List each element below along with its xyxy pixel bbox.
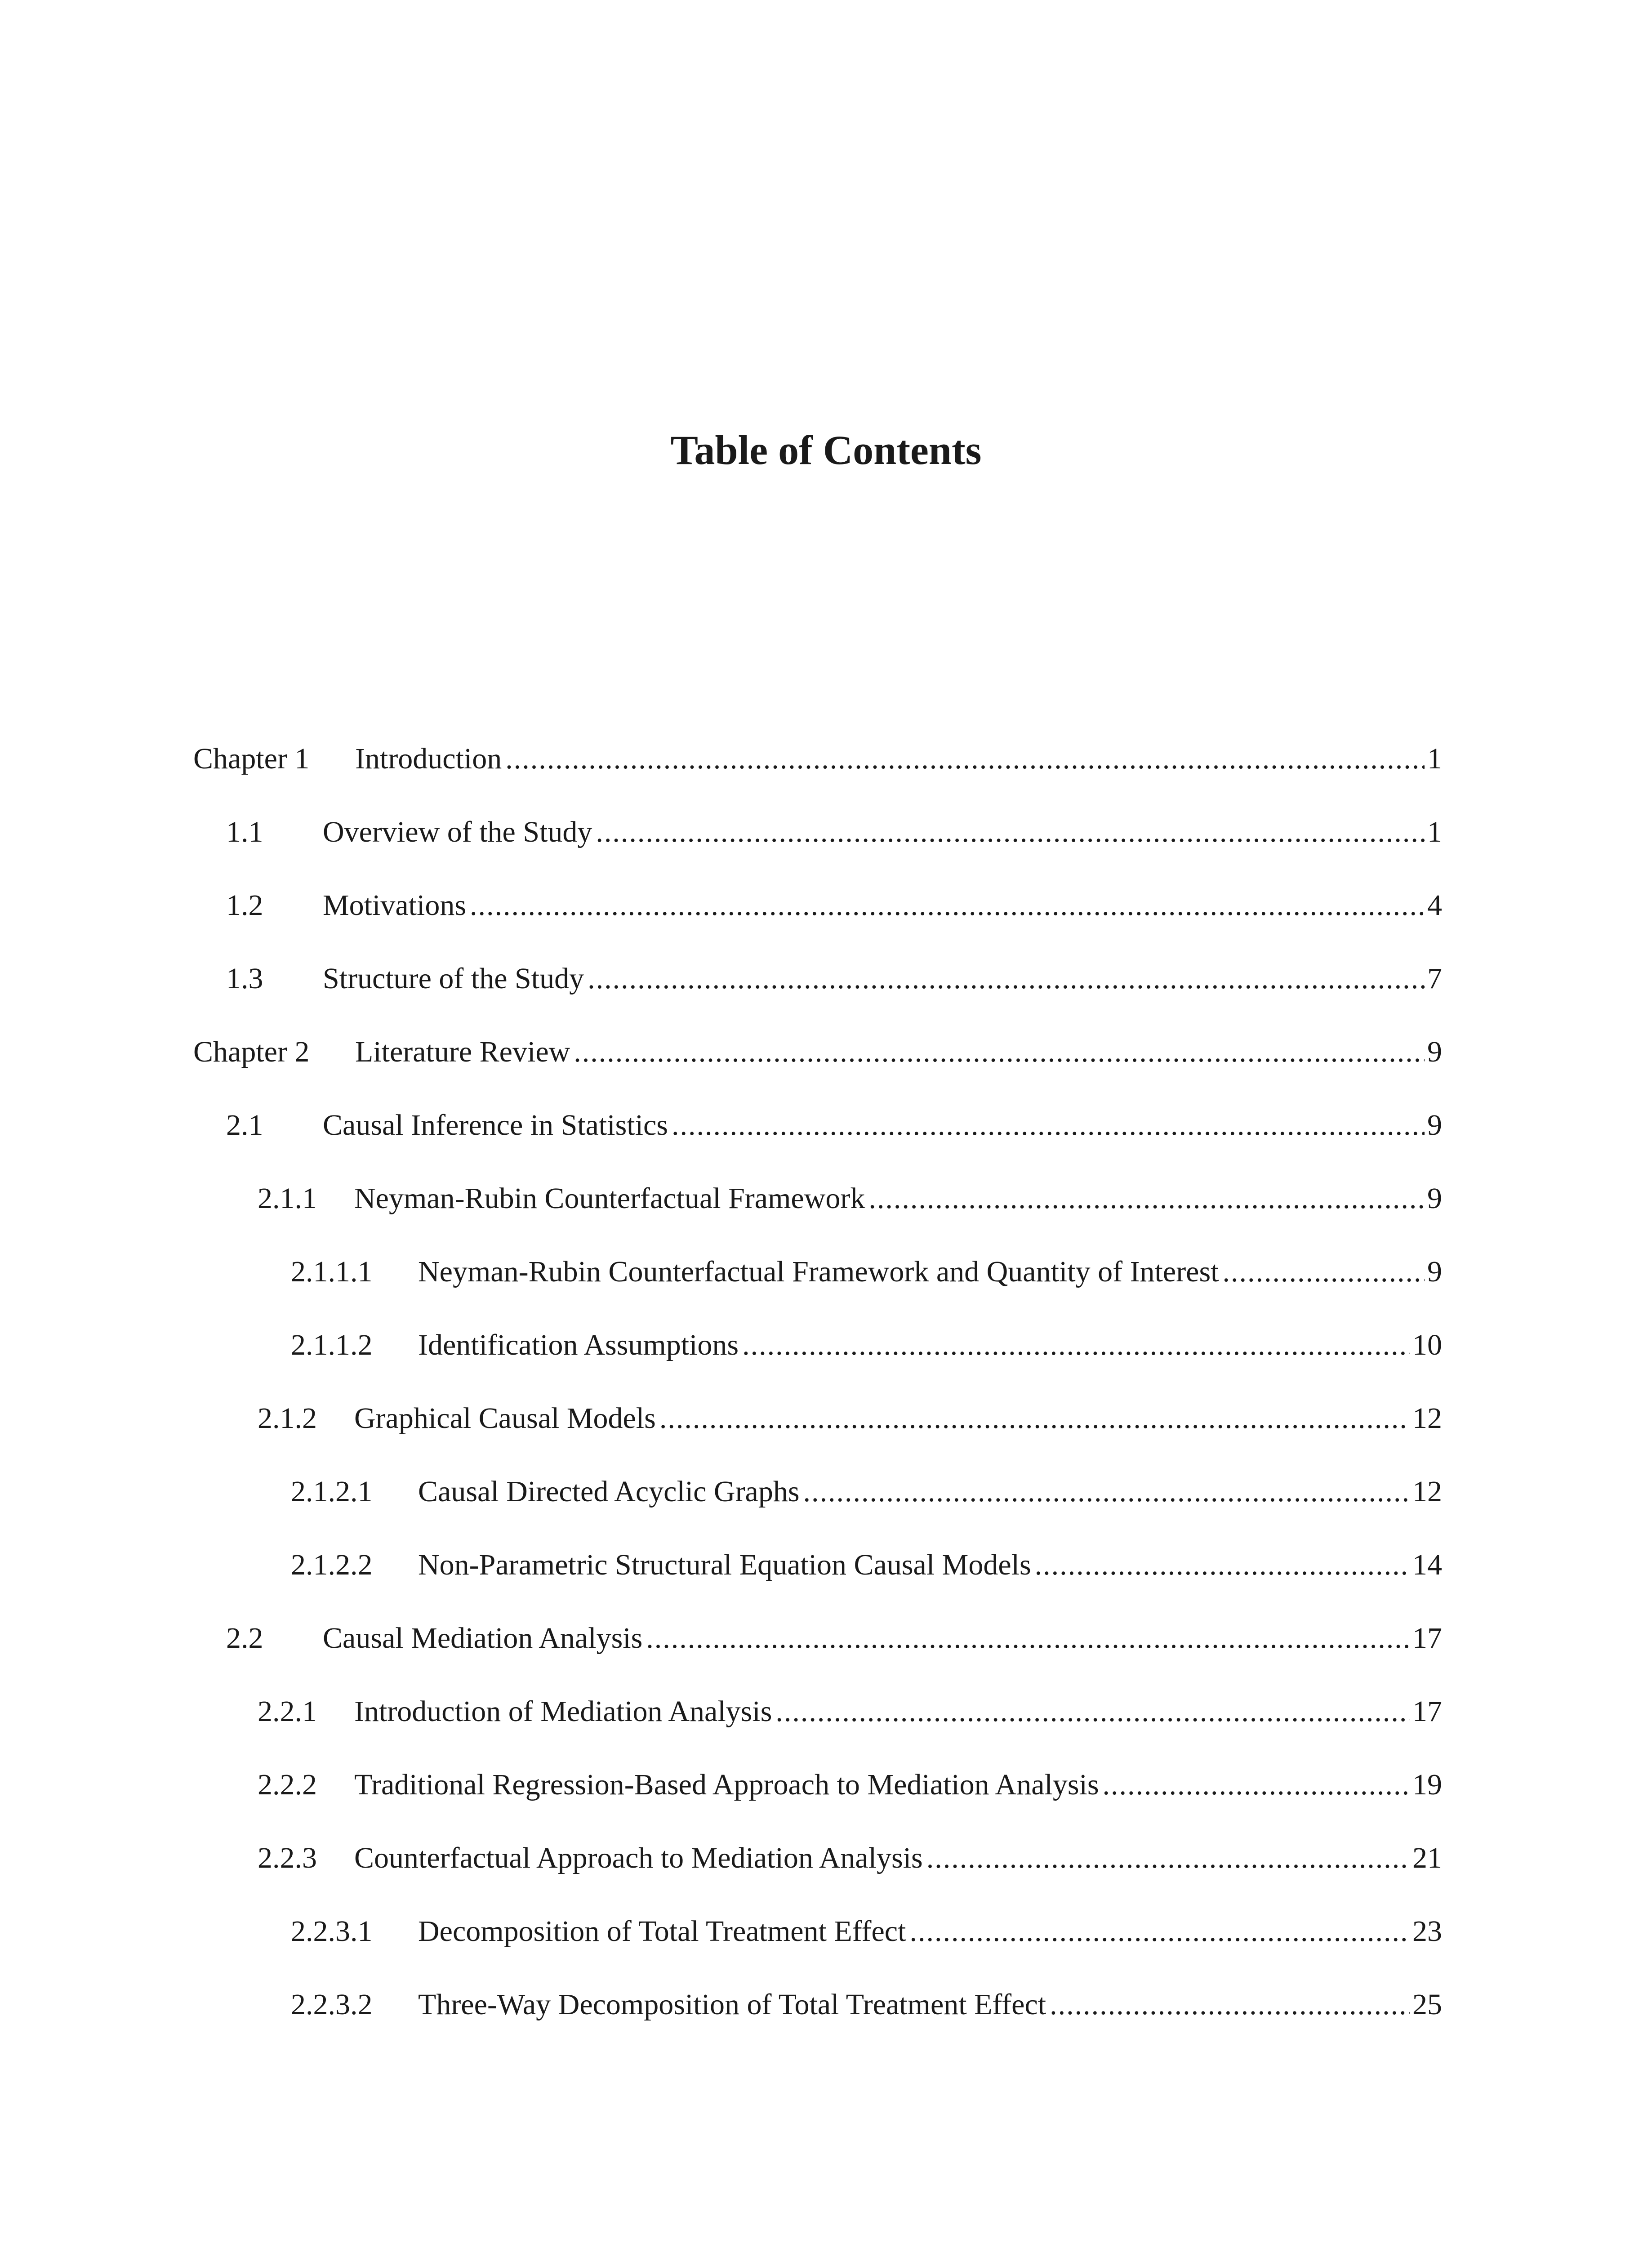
dot-leader xyxy=(868,1176,1425,1221)
toc-entry-page: 12 xyxy=(1412,1402,1442,1435)
dot-leader xyxy=(926,1836,1410,1881)
toc-entry-2-1[interactable] xyxy=(226,1103,1442,1148)
dot-leader xyxy=(803,1469,1410,1514)
toc-entry-page: 9 xyxy=(1427,1109,1442,1142)
toc-entry-number: 1.2 xyxy=(226,889,263,922)
toc-entry-title: Three-Way Decomposition of Total Treatment Effect xyxy=(418,1988,1046,2021)
toc-entry-number: 2.1 xyxy=(226,1109,263,1142)
toc-entry-2-2-3-2[interactable] xyxy=(291,1982,1442,2027)
toc-entry-title: Motivations xyxy=(323,889,467,922)
toc-entry-2-2[interactable] xyxy=(226,1616,1442,1661)
toc-entry-1-3[interactable] xyxy=(226,956,1442,1001)
toc-entry-2-2-3[interactable] xyxy=(258,1836,1442,1881)
toc-entry-2-2-3-1[interactable] xyxy=(291,1909,1442,1954)
toc-entry-number: 2.2.2 xyxy=(258,1768,317,1801)
toc-entry-number: 1.1 xyxy=(226,816,263,848)
dot-leader xyxy=(742,1323,1410,1368)
toc-entry-2-1-2-2[interactable] xyxy=(291,1543,1442,1588)
toc-entry-number: 2.2.3 xyxy=(258,1842,317,1874)
page-title: Table of Contents xyxy=(670,427,982,473)
toc-entry-title: Causal Directed Acyclic Graphs xyxy=(418,1475,800,1508)
toc-entry-title: Introduction of Mediation Analysis xyxy=(354,1695,772,1728)
dot-leader xyxy=(775,1689,1410,1734)
toc-entry-title: Introduction xyxy=(355,742,502,775)
toc-entry-number: 2.1.1.1 xyxy=(291,1255,373,1288)
toc-entry-title: Identification Assumptions xyxy=(418,1329,739,1361)
dot-leader xyxy=(672,1103,1425,1148)
dot-leader xyxy=(909,1909,1410,1954)
toc-entry-page: 23 xyxy=(1412,1915,1442,1948)
toc-entry-number: 2.1.2.1 xyxy=(291,1475,373,1508)
toc-entry-2-1-2-1[interactable] xyxy=(291,1469,1442,1514)
toc-entry-title: Neyman-Rubin Counterfactual Framework and Quantity of Interest xyxy=(418,1255,1219,1288)
toc-entry-page: 14 xyxy=(1412,1548,1442,1581)
toc-entry-page: 9 xyxy=(1427,1182,1442,1215)
toc-entry-number: 2.1.1 xyxy=(258,1182,317,1215)
toc-entry-page: 10 xyxy=(1412,1329,1442,1361)
toc-entry-page: 1 xyxy=(1427,742,1442,775)
toc-entry-title: Non-Parametric Structural Equation Causal Models xyxy=(418,1548,1031,1581)
toc-entry-title: Literature Review xyxy=(355,1035,570,1068)
toc-entry-title: Neyman-Rubin Counterfactual Framework xyxy=(354,1182,865,1215)
toc-entry-title: Decomposition of Total Treatment Effect xyxy=(418,1915,906,1948)
dot-leader xyxy=(574,1030,1425,1075)
toc-entry-number: Chapter 2 xyxy=(193,1035,310,1068)
toc-entry-number: 2.2 xyxy=(226,1622,263,1655)
toc-entry-number: 2.1.2.2 xyxy=(291,1548,373,1581)
dot-leader xyxy=(596,810,1425,855)
toc-entry-page: 19 xyxy=(1412,1768,1442,1801)
toc-entry-title: Counterfactual Approach to Mediation Analysis xyxy=(354,1842,923,1874)
toc-entry-number: 2.2.1 xyxy=(258,1695,317,1728)
toc-entry-chapter-1[interactable] xyxy=(193,736,1442,781)
toc-entry-page: 9 xyxy=(1427,1255,1442,1288)
toc-entry-title: Causal Inference in Statistics xyxy=(323,1109,668,1142)
toc-entry-page: 9 xyxy=(1427,1035,1442,1068)
toc-entry-number: 2.1.2 xyxy=(258,1402,317,1435)
toc-entry-page: 4 xyxy=(1427,889,1442,922)
dot-leader xyxy=(1050,1982,1410,2027)
toc-entry-number: Chapter 1 xyxy=(193,742,310,775)
toc-entry-number: 2.2.3.1 xyxy=(291,1915,373,1948)
toc-entry-number: 2.2.3.2 xyxy=(291,1988,373,2021)
dot-leader xyxy=(1103,1762,1410,1807)
toc-entry-page: 25 xyxy=(1412,1988,1442,2021)
toc-entry-2-2-1[interactable] xyxy=(258,1689,1442,1734)
toc-entry-page: 12 xyxy=(1412,1475,1442,1508)
toc-entry-title: Traditional Regression-Based Approach to Mediation Analysis xyxy=(354,1768,1099,1801)
toc-entry-page: 21 xyxy=(1412,1842,1442,1874)
toc-entry-2-1-2[interactable] xyxy=(258,1396,1442,1441)
toc-entry-2-1-1-1[interactable] xyxy=(291,1249,1442,1294)
toc-entry-title: Causal Mediation Analysis xyxy=(323,1622,643,1655)
toc-entry-number: 1.3 xyxy=(226,962,263,995)
toc-entry-page: 17 xyxy=(1412,1695,1442,1728)
dot-leader xyxy=(659,1396,1410,1441)
dot-leader xyxy=(646,1616,1410,1661)
dot-leader xyxy=(588,956,1425,1001)
toc-entry-title: Graphical Causal Models xyxy=(354,1402,656,1435)
toc-entry-2-2-2[interactable] xyxy=(258,1762,1442,1807)
toc-entry-page: 7 xyxy=(1427,962,1442,995)
toc-entry-2-1-1-2[interactable] xyxy=(291,1323,1442,1368)
toc-entry-chapter-2[interactable] xyxy=(193,1030,1442,1075)
toc-entry-1-2[interactable] xyxy=(226,883,1442,928)
toc-entry-1-1[interactable] xyxy=(226,810,1442,855)
toc-entry-number: 2.1.1.2 xyxy=(291,1329,373,1361)
toc-entry-page: 17 xyxy=(1412,1622,1442,1655)
toc-entry-page: 1 xyxy=(1427,816,1442,848)
toc-entry-2-1-1[interactable] xyxy=(258,1176,1442,1221)
dot-leader xyxy=(1035,1543,1410,1588)
dot-leader xyxy=(470,883,1425,928)
toc-entry-title: Structure of the Study xyxy=(323,962,584,995)
toc-entry-title: Overview of the Study xyxy=(323,816,592,848)
dot-leader xyxy=(505,736,1425,781)
dot-leader xyxy=(1222,1249,1425,1294)
